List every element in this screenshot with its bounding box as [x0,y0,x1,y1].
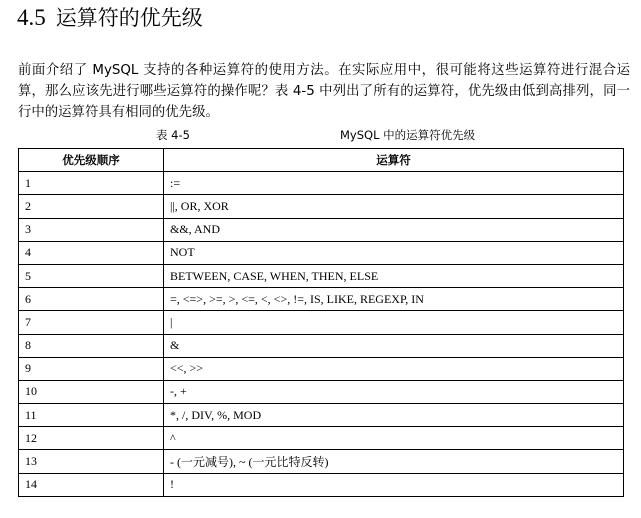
table-row [19,334,624,357]
precedence-cell: 2 [19,195,164,218]
table-row [19,473,624,496]
precedence-cell: 8 [19,334,164,357]
operators-cell: &&, AND [164,218,624,241]
operators-cell: =, <=>, >=, >, <=, <, <>, !=, IS, LIKE, REGEXP, IN [164,288,624,311]
precedence-cell: 11 [19,404,164,427]
precedence-cell: 5 [19,264,164,287]
precedence-cell: 12 [19,427,164,450]
table-row [19,357,624,380]
precedence-cell: 14 [19,473,164,496]
precedence-cell: 13 [19,450,164,473]
table-row [19,264,624,287]
operators-cell: ^ [164,427,624,450]
operators-cell: -, + [164,380,624,403]
table-caption-title: MySQL 中的运算符优先级 [340,128,476,142]
operators-cell: *, /, DIV, %, MOD [164,404,624,427]
operators-cell: BETWEEN, CASE, WHEN, THEN, ELSE [164,264,624,287]
table-row [19,311,624,334]
operators-cell: | [164,311,624,334]
precedence-cell: 4 [19,241,164,264]
header-precedence-order: 优先级顺序 [19,149,164,172]
section-number: 4.5 [17,5,46,30]
table-row [19,195,624,218]
precedence-cell: 9 [19,357,164,380]
operators-cell: ! [164,473,624,496]
precedence-table [18,148,624,497]
operators-cell: ||, OR, XOR [164,195,624,218]
intro-paragraph: 前面介绍了 MySQL 支持的各种运算符的使用方法。在实际应用中，很可能将这些运算符进行混合运算，那么应该先进行哪些运算符的操作呢？表 4-5 中列出了所有的运算符，优先级由低到高排列，同一行中的运算符具有相同的优先级。 [18,63,630,120]
section-title: 运算符的优先级 [55,6,203,30]
precedence-cell: 3 [19,218,164,241]
precedence-cell: 1 [19,172,164,195]
table-header-row [19,149,624,172]
precedence-cell: 7 [19,311,164,334]
operators-cell: <<, >> [164,357,624,380]
operators-cell: - (一元减号), ~ (一元比特反转) [164,450,624,473]
table-row [19,218,624,241]
section-heading [17,4,203,32]
table-row [19,241,624,264]
operators-cell: NOT [164,241,624,264]
header-operators: 运算符 [164,149,624,172]
precedence-cell: 6 [19,288,164,311]
precedence-cell: 10 [19,380,164,403]
operators-cell: := [164,172,624,195]
table-row [19,380,624,403]
table-row [19,288,624,311]
table-caption-label: 表 4-5 [156,128,190,142]
table-row [19,404,624,427]
table-row [19,450,624,473]
table-row [19,172,624,195]
table-row [19,427,624,450]
operators-cell: & [164,334,624,357]
